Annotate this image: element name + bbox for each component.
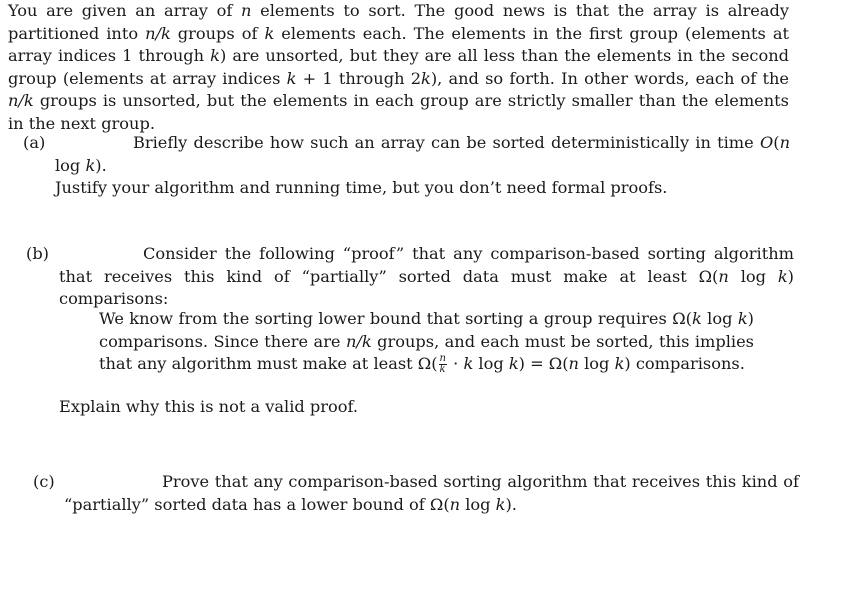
question-text: ) comparisons: <box>59 266 794 308</box>
fraction-denominator: k <box>439 364 446 375</box>
quote-text: ) comparisons. <box>624 354 745 373</box>
math-symbol: log <box>460 494 496 514</box>
math-symbol: log <box>578 354 615 373</box>
quote-text: ) comparisons. Since there are <box>99 309 754 351</box>
quote-text: groups, and each must be sorted, this implies that any algorithm must make at least Ω( <box>99 331 754 373</box>
part-c-question <box>64 471 799 516</box>
math-var: k <box>614 354 625 373</box>
math-var: k <box>495 494 506 514</box>
math-var: k <box>777 266 788 286</box>
question-text: Prove that any comparison-based sorting algorithm that receives this kind of “partially” sorted data has a lower bound of Ω( <box>64 472 799 514</box>
math-var: k <box>210 46 220 65</box>
math-var: k <box>691 309 702 328</box>
math-var: k <box>264 23 275 43</box>
problem-intro <box>8 0 789 135</box>
math-var: n/k <box>345 331 372 351</box>
intro-text: elements each. The elements in the first group (elements at array indices 1 through <box>8 23 789 65</box>
part-c-label: (c) <box>33 472 55 491</box>
math-var: n/k <box>145 23 171 43</box>
intro-text: elements to sort. The good news is that the array is already partitioned into <box>8 1 790 43</box>
math-symbol: log <box>701 309 738 328</box>
math-var: k <box>508 354 519 373</box>
math-var: n <box>779 133 790 152</box>
question-text: Consider the following “proof” that any comparison-based sorting algorithm that receives this kind of “partially” sorted data must make at least Ω( <box>59 244 794 286</box>
part-b-question <box>59 243 794 311</box>
math-var: n <box>449 494 461 514</box>
part-b-label: (b) <box>26 244 49 263</box>
math-symbol: ). <box>95 155 107 175</box>
math-symbol: log <box>728 266 778 286</box>
math-var: n <box>568 354 579 373</box>
intro-text: ) are unsorted, but they are all less than the elements in the second group (elements at array indices <box>8 46 789 88</box>
math-var: n <box>718 266 729 286</box>
math-var: k <box>421 68 431 88</box>
quote-text: We know from the sorting lower bound that sorting a group requires Ω( <box>99 309 692 328</box>
math-var: k <box>85 155 96 175</box>
intro-text: ), and so forth. In other words, each of the <box>430 68 790 88</box>
fraction-n-over-k <box>439 354 447 375</box>
question-text: Justify your algorithm and running time, but you don’t need formal proofs. <box>55 178 668 197</box>
math-symbol: · <box>448 354 464 373</box>
math-symbol: ) = Ω( <box>518 354 569 373</box>
intro-text: You are given an array of <box>8 1 242 20</box>
intro-text: + 1 through 2 <box>296 68 421 88</box>
part-a-label: (a) <box>23 133 46 152</box>
math-var: n/k <box>8 91 34 110</box>
part-a-question <box>55 132 790 200</box>
math-symbol: log <box>55 155 86 175</box>
intro-text: groups of <box>170 23 265 43</box>
question-text: Briefly describe how such an array can be sorted deterministically in time <box>133 133 760 152</box>
intro-text: groups is unsorted, but the elements in each group are strictly smaller than the elements in the next group. <box>8 91 789 133</box>
math-var: k <box>737 309 748 328</box>
math-var: O <box>759 133 774 152</box>
math-var: n <box>241 1 252 20</box>
fraction-numerator: n <box>439 353 446 364</box>
math-symbol: ( <box>773 133 780 152</box>
part-b-instruction: Explain why this is not a valid proof. <box>59 397 359 416</box>
math-symbol: log <box>473 354 509 373</box>
math-var: k <box>286 68 297 88</box>
question-text: ). <box>505 494 517 514</box>
math-var: k <box>463 354 474 373</box>
quoted-proof <box>99 308 754 376</box>
